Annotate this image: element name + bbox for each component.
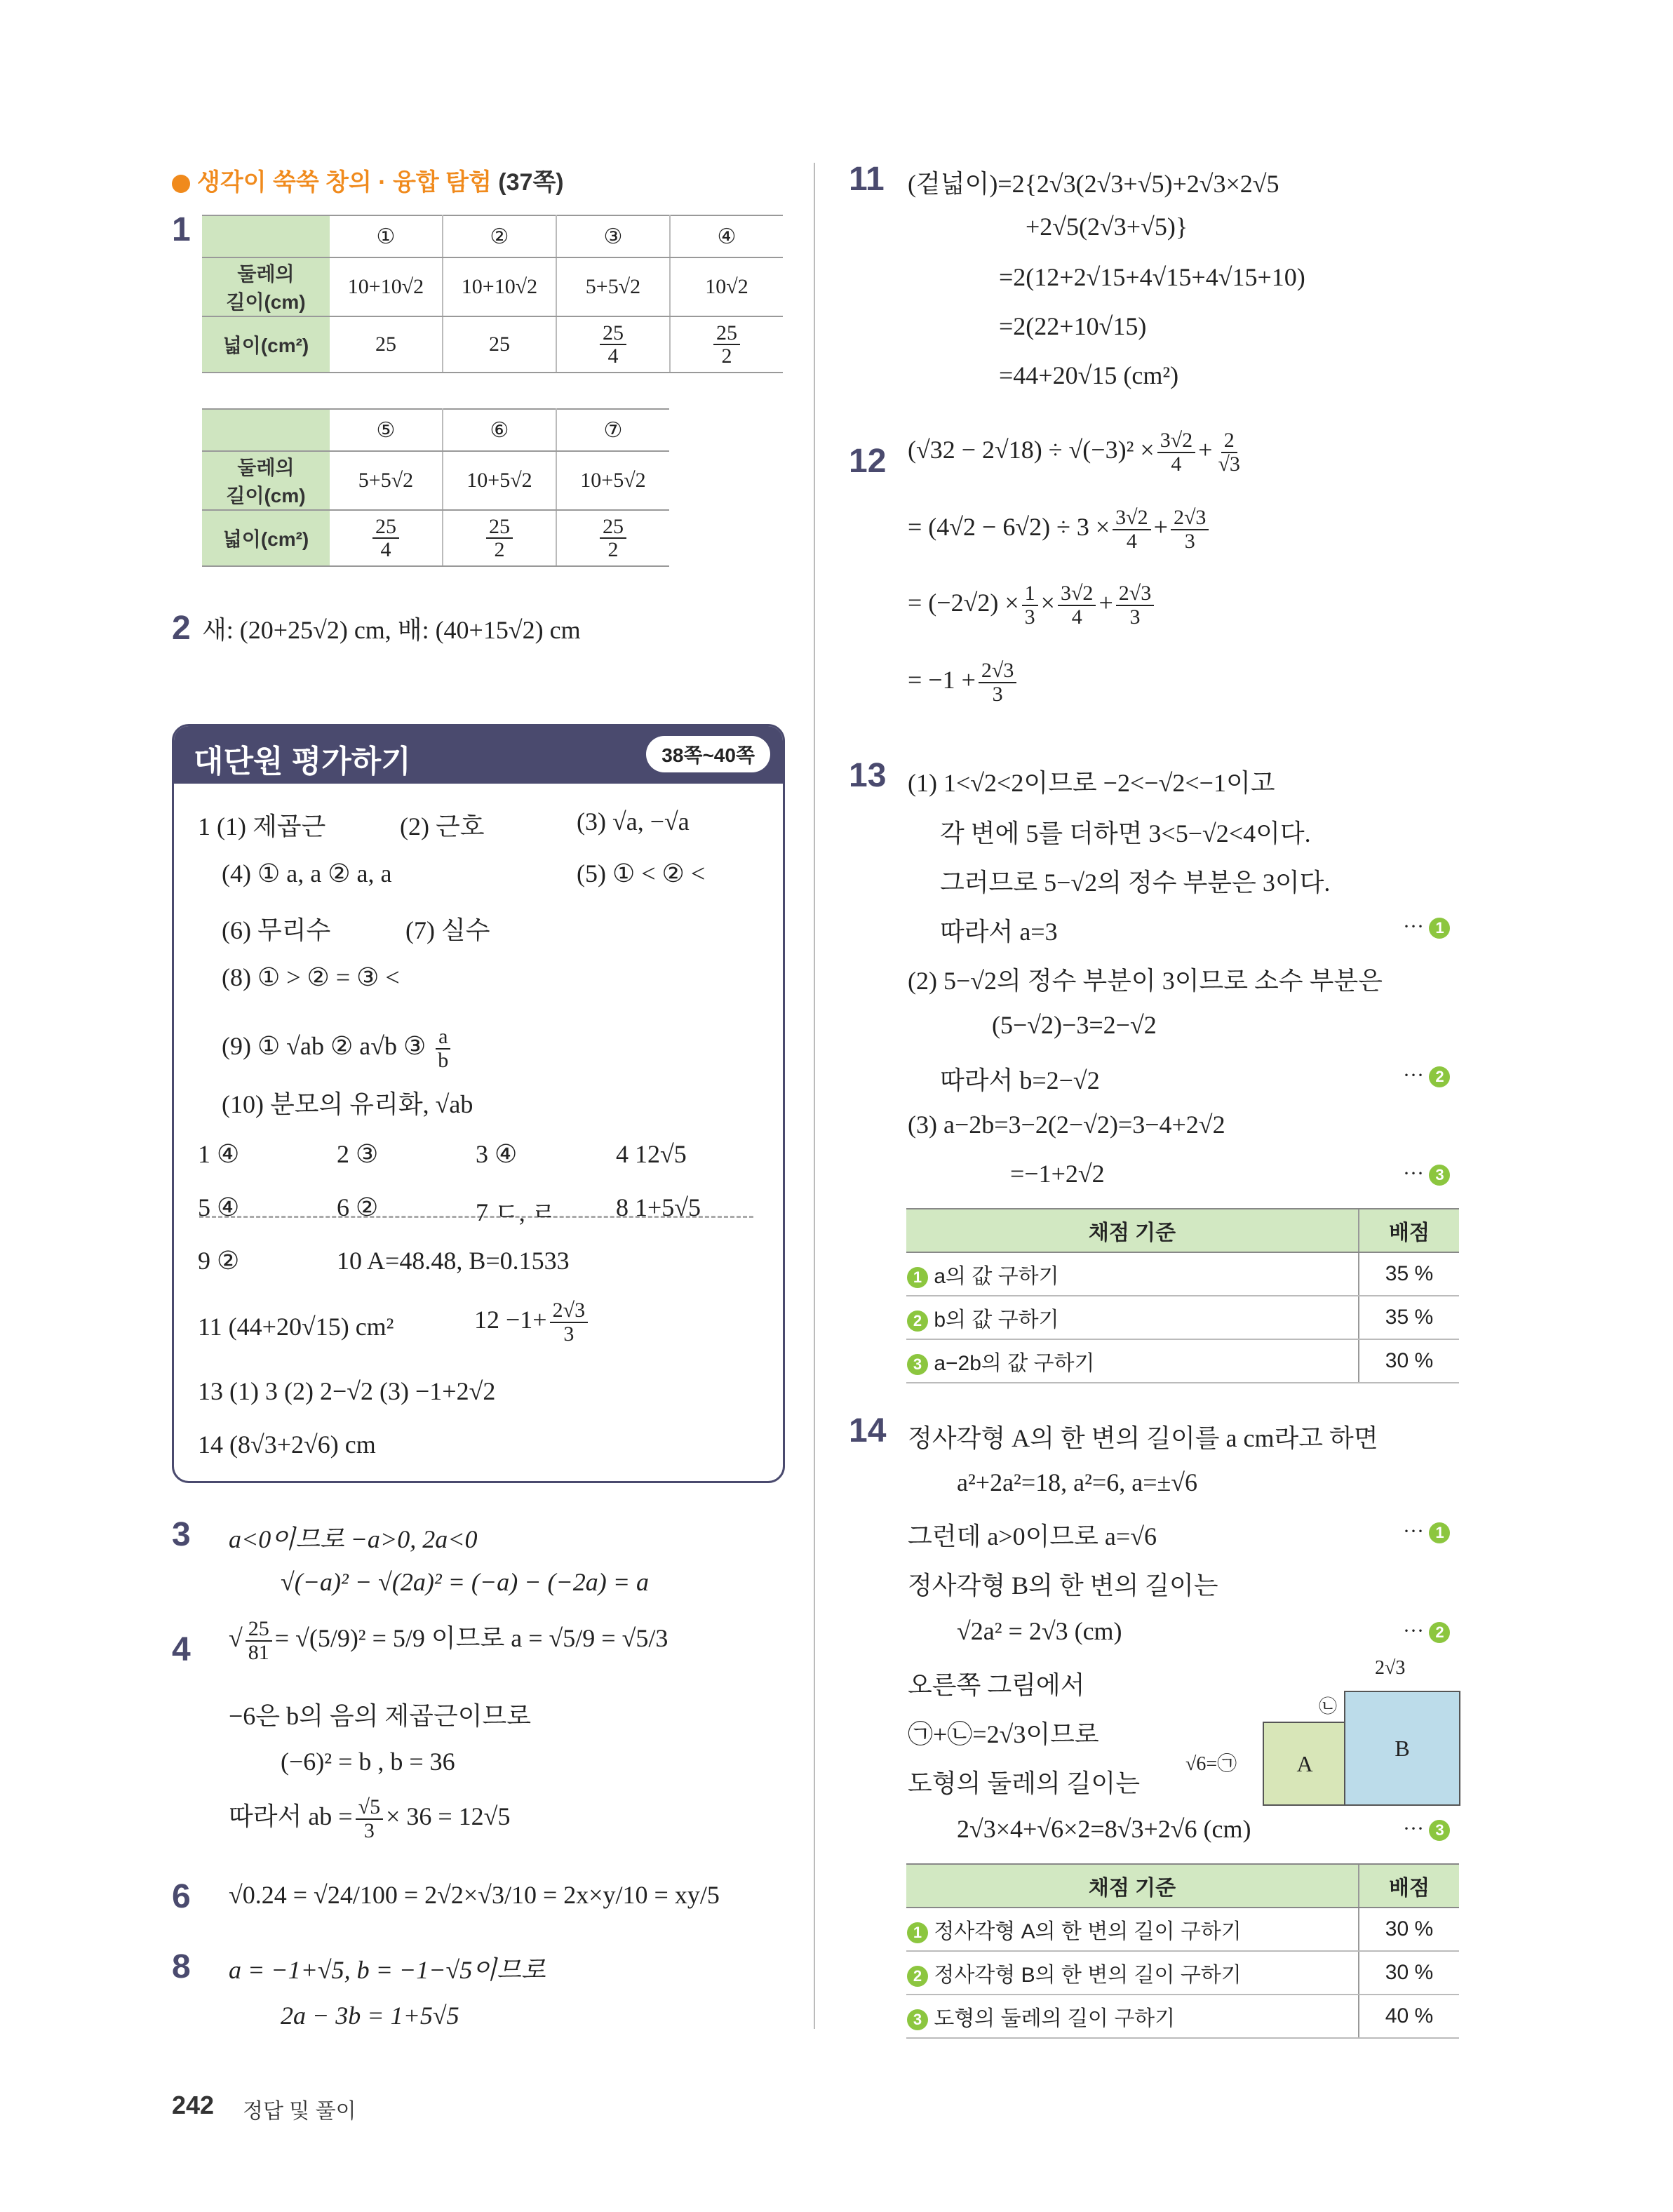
review-line: 1 (1) 제곱근 [198, 812, 326, 840]
review-line: (8) ① > ② = ③ < [222, 963, 400, 991]
square-b: B [1344, 1691, 1460, 1806]
step-marker: ··· 1 [1403, 1520, 1450, 1543]
cell: $\frac{25}{4}$ [556, 316, 670, 373]
p14-line: 정사각형 B의 한 변의 길이는 [908, 1571, 1218, 1600]
cell: 25 [443, 316, 556, 373]
review-pages: 38쪽~40쪽 [646, 736, 770, 772]
score: 35 % [1359, 1252, 1459, 1296]
p11-line: +2√5(2√3+√5)} [1026, 213, 1188, 241]
review-line: (9) ① √ab ② a√b ③ $\frac{a}{b}$ [222, 1026, 454, 1071]
cell: 5+5√2 [556, 257, 670, 316]
p4-line: 따라서 ab = $\frac{√5}{3}$ × 36 = 12√5 [229, 1795, 511, 1842]
column-divider [814, 163, 815, 2029]
col-5: ⑤ [330, 409, 443, 451]
answer: 5 ④ [198, 1193, 240, 1221]
score: 40 % [1359, 1995, 1459, 2038]
answer: 14 (8√3+2√6) cm [198, 1430, 376, 1459]
p13-number: 13 [849, 757, 887, 794]
grading-row: 2 b의 값 구하기 [906, 1296, 1359, 1339]
col-1: ① [330, 215, 443, 257]
answer: 12 −1+ $\frac{2√3}{3}$ [474, 1299, 591, 1345]
review-title: 대단원 평가하기 [194, 744, 411, 779]
cell: $\frac{25}{2}$ [670, 316, 783, 373]
p12-line: = (4√2 − 6√2) ÷ 3 × $\frac{3√2}{4}$ + $\frac{2√3}{3}$ [908, 507, 1211, 552]
p4-line: (−6)² = b , b = 36 [281, 1748, 455, 1776]
p13-line: 따라서 a=3 [940, 918, 1058, 946]
review-line: (6) 무리수 [222, 916, 331, 944]
divider-line [1344, 1691, 1345, 1803]
review-line: (3) √a, −√a [577, 807, 690, 836]
col-6: ⑥ [443, 409, 556, 451]
answer: 9 ② [198, 1247, 240, 1275]
square-a: A [1263, 1722, 1347, 1806]
grading-table-13 [906, 1208, 1459, 1383]
step-marker: ··· 3 [1403, 1162, 1450, 1186]
grading-row: 3 도형의 둘레의 길이 구하기 [906, 1995, 1359, 2038]
grading-row: 3 a−2b의 값 구하기 [906, 1339, 1359, 1383]
q1-number: 1 [172, 211, 191, 248]
p12-line: = −1 + $\frac{2√3}{3}$ [908, 659, 1019, 705]
p13-line: 따라서 b=2−√2 [940, 1066, 1100, 1094]
review-line: (4) ① a, a ② a, a [222, 859, 392, 887]
p14-line: 그런데 a>0이므로 a=√6 [908, 1522, 1157, 1550]
p13-line: (3) a−2b=3−2(2−√2)=3−4+2√2 [908, 1111, 1225, 1139]
row-label-area: 넓이(cm²) [202, 316, 330, 373]
score: 30 % [1359, 1951, 1459, 1995]
section-title: 생각이 쑥쑥 창의 · 융합 탐험 (37쪽) [172, 163, 564, 197]
p12-line: = (−2√2) × $\frac{1}{3}$ × $\frac{3√2}{4}$ + $\frac{2√3}{3}$ [908, 582, 1157, 628]
p14-line: a²+2a²=18, a²=6, a=±√6 [957, 1468, 1198, 1496]
answer: 8 1+5√5 [616, 1193, 701, 1221]
answer: 13 (1) 3 (2) 2−√2 (3) −1+2√2 [198, 1377, 496, 1405]
cell: $\frac{25}{2}$ [556, 510, 669, 566]
answer: 10 A=48.48, B=0.1533 [337, 1247, 570, 1275]
review-line: (10) 분모의 유리화, √ab [222, 1090, 473, 1118]
review-line: (5) ① < ② < [577, 859, 706, 887]
p3-line: a<0이므로 −a>0, 2a<0 [229, 1525, 478, 1553]
p13-line: 그러므로 5−√2의 정수 부분은 3이다. [940, 869, 1331, 897]
cell: 5+5√2 [330, 451, 443, 510]
p13-line: (5−√2)−3=2−√2 [992, 1011, 1157, 1039]
score: 30 % [1359, 1908, 1459, 1951]
table-a [202, 215, 783, 373]
p11-line: =2(22+10√15) [999, 312, 1147, 340]
review-line: (2) 근호 [400, 812, 485, 840]
footer-label: 정답 및 풀이 [243, 2100, 356, 2123]
answer: 7 ㄷ, ㄹ [476, 1198, 556, 1226]
header-score: 배점 [1359, 1864, 1459, 1908]
cell: 10+5√2 [443, 451, 556, 510]
p6-line: √0.24 = √24/100 = 2√2×√3/10 = 2x×y/10 = xy/5 [229, 1881, 720, 1909]
p11-number: 11 [849, 161, 885, 198]
review-line: (7) 실수 [405, 916, 490, 944]
p14-line: √2a² = 2√3 (cm) [957, 1617, 1122, 1645]
label-left: √6=㉠ [1185, 1753, 1237, 1775]
p8-line: 2a − 3b = 1+5√5 [281, 2002, 459, 2030]
p14-line: 도형의 둘레의 길이는 [908, 1769, 1140, 1797]
p4-line: −6은 b의 음의 제곱근이므로 [229, 1702, 532, 1730]
grading-row: 1 정사각형 A의 한 변의 길이 구하기 [906, 1908, 1359, 1951]
label-mid: ㉡ [1319, 1696, 1338, 1717]
label-top: 2√3 [1375, 1657, 1406, 1679]
p3-line: √(−a)² − √(2a)² = (−a) − (−2a) = a [281, 1568, 650, 1596]
p13-line: =−1+2√2 [1010, 1160, 1105, 1188]
q2-number: 2 [172, 610, 191, 647]
p13-line: (2) 5−√2의 정수 부분이 3이므로 소수 부분은 [908, 967, 1383, 995]
p13-line: (1) 1<√2<2이므로 −2<−√2<−1이고 [908, 769, 1275, 797]
p12-number: 12 [849, 443, 887, 480]
answer: 6 ② [337, 1193, 379, 1221]
answer: 4 12√5 [616, 1140, 687, 1168]
step-marker: ··· 3 [1403, 1817, 1450, 1841]
cell: 10+10√2 [330, 257, 443, 316]
p14-number: 14 [849, 1412, 887, 1449]
answer: 1 ④ [198, 1140, 240, 1168]
header-criteria: 채점 기준 [906, 1209, 1359, 1252]
answer: 11 (44+20√15) cm² [198, 1313, 394, 1341]
cell: 25 [330, 316, 443, 373]
answer: 3 ④ [476, 1140, 518, 1168]
row-label-perimeter: 둘레의 길이(cm) [202, 257, 330, 316]
p14-line: ㉠+㉡=2√3이므로 [908, 1720, 1099, 1748]
p6-number: 6 [172, 1878, 191, 1915]
step-marker: ··· 2 [1403, 1619, 1450, 1643]
grading-table-14 [906, 1863, 1459, 2039]
answer: 2 ③ [337, 1140, 379, 1168]
cell: 10√2 [670, 257, 783, 316]
col-7: ⑦ [556, 409, 669, 451]
header-score: 배점 [1359, 1209, 1459, 1252]
p4-line: √ $\frac{25}{81}$ = √(5/9)² = 5/9 이므로 a = √5/9 = √5/3 [229, 1617, 668, 1664]
p14-line: 정사각형 A의 한 변의 길이를 a cm라고 하면 [908, 1424, 1378, 1452]
col-2: ② [443, 215, 556, 257]
row-label-area: 넓이(cm²) [202, 510, 330, 566]
p11-line: (겉넓이)=2{2√3(2√3+√5)+2√3×2√5 [908, 170, 1279, 198]
p4-number: 4 [172, 1631, 191, 1668]
p8-number: 8 [172, 1948, 191, 1985]
step-marker: ··· 1 [1403, 915, 1450, 939]
header-criteria: 채점 기준 [906, 1864, 1359, 1908]
cell: 10+10√2 [443, 257, 556, 316]
q2-answer: 새: (20+25√2) cm, 배: (40+15√2) cm [202, 616, 581, 644]
p11-line: =2(12+2√15+4√15+4√15+10) [999, 263, 1305, 291]
cell: $\frac{25}{4}$ [330, 510, 443, 566]
table-b [202, 408, 669, 567]
score: 30 % [1359, 1339, 1459, 1383]
bullet-icon [172, 175, 190, 193]
p3-number: 3 [172, 1516, 191, 1553]
p14-line: 오른쪽 그림에서 [908, 1671, 1085, 1699]
row-label-perimeter: 둘레의 길이(cm) [202, 451, 330, 510]
col-4: ④ [670, 215, 783, 257]
grading-row: 1 a의 값 구하기 [906, 1252, 1359, 1296]
cell: 10+5√2 [556, 451, 669, 510]
p11-line: =44+20√15 (cm²) [999, 361, 1179, 389]
grading-row: 2 정사각형 B의 한 변의 길이 구하기 [906, 1951, 1359, 1995]
score: 35 % [1359, 1296, 1459, 1339]
cell: $\frac{25}{2}$ [443, 510, 556, 566]
p8-line: a = −1+√5, b = −1−√5이므로 [229, 1956, 546, 1984]
page-number: 242 [172, 2091, 215, 2119]
col-3: ③ [556, 215, 670, 257]
p14-line: 2√3×4+√6×2=8√3+2√6 (cm) [957, 1815, 1251, 1843]
step-marker: ··· 2 [1403, 1064, 1450, 1087]
p13-line: 각 변에 5를 더하면 3<5−√2<4이다. [940, 819, 1311, 847]
p12-line: (√32 − 2√18) ÷ √(−3)² × $\frac{3√2}{4}$ + $\frac{2}{√3}$ [908, 429, 1240, 476]
